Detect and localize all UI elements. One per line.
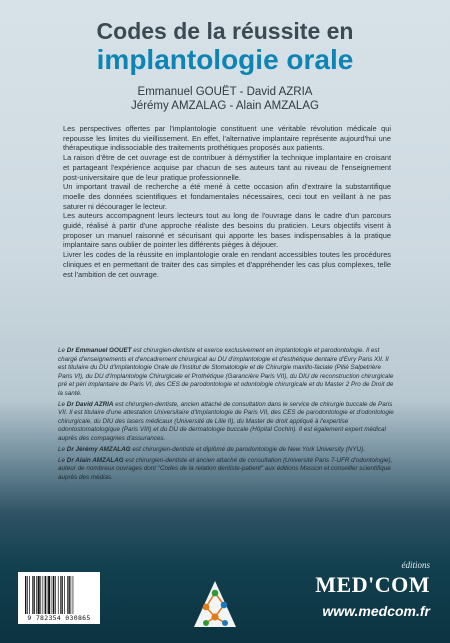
bio-text: est chirurgien-dentiste et exerce exclusivement en implantologie et parodontologie. Il est chargé d'enseignements et d'encadrement chirurgical au DU d'implantologie et d'esthétique dentaire d'Evry Paris XII. Il est titulaire du DU d'Implantologie Orale de l'Institut de Stomatologie et de Chirurgie maxillo-faciale (Pitié Salpetrière Paris VI), du DU d'Implantologie Chirurgicale et Prothétique (Garancière Paris VII), du DIU de reconstruction chirurgicale pré et péri implantaire de Paris VI, des CES de parodontologie et odontologie chirurgicale et du Master 2 Pro de Droit de la santé. [58,347,394,397]
publisher-name: MED'COM [315,572,430,597]
publisher-editions-label: éditions [401,560,430,570]
bio-prefix: Le [58,456,67,464]
isbn-barcode [18,572,100,624]
bio-azria [58,401,396,444]
bio-text: est chirurgien-dentiste et diplômé de parodontologie de New York University (NYU). [130,445,365,453]
intro-paragraph: Un important travail de recherche a été mené à cette occasion afin d'extraire la substantifique moelle des données scientifiques et fondamentales nécessaires, ceci tout en veillant à ne pas saturer ni décourager le lecteur. [63,182,391,211]
barcode-bar [40,576,41,614]
barcode-bar [55,576,56,614]
book-title-line2: implantologie orale [96,44,354,75]
barcode-bar [60,576,61,614]
barcode-bar [61,576,62,614]
bio-text: est chirurgien-dentiste, ancien attaché de consultation dans le service de chirurgie buccale de Paris VII. Il est titulaire d'une attestation Universitaire d'Implantologie de Paris VII, des CES de parodontologie et d'odontologie chirurgicale, du DIU des lasers médicaux (Université de Lille II), du Master de droit appliqué à l'expertise odontostomatologique (Paris VIII) et du DU de dermatologie buccale (Hôpital Cochin). Il est également expert médical auprès des compagnies d'assurances. [58,400,394,442]
intro-paragraph: La raison d'être de cet ouvrage est de contribuer à démystifier la technique implantaire en croisant et partageant l'expérience acquise par chacun de ses auteurs tant au niveau de l'enseignement post-universitaire que de leur pratique professionnelle. [63,153,391,182]
bio-name: Dr Emmanuel GOUET [66,347,132,354]
authors-line1: Emmanuel GOUËT - David AZRIA [137,86,313,98]
author-bios [58,347,396,485]
barcode-bar [53,576,54,614]
barcode-bar [73,576,74,614]
barcode-bar [64,576,65,614]
barcode-bar [71,576,72,614]
molecule-logo-icon [188,575,243,635]
barcode-bar [48,576,50,614]
barcode-bar [29,576,30,614]
barcode-bar [47,576,48,614]
barcode-digits: 9 782354 030865 [27,614,91,622]
barcode-bar [36,576,37,614]
intro-paragraph: Les perspectives offertes par l'implantologie constituent une véritable révolution médicale qui repousse les limites du vieillissement. En effet, l'alternative implantaire représente aujourd'hui une thérapeutique indissociable des traitements prothétiques proposés aux patients. [63,124,391,153]
authors-line2: Jérémy AMZALAG - Alain AMZALAG [131,100,319,112]
barcode-bar [25,576,26,614]
authors-block [0,85,450,113]
bio-name: Dr Jérémy AMZALAG [66,445,131,453]
intro-paragraph: Livrer les codes de la réussite en implantologie orale en rendant accessibles toutes les procédures cliniques et en permettant de traiter des cas simples et d'appréhender les cas plus complexes, telle est l'ambition de cet ouvrage. [63,250,391,279]
barcode-bar [33,576,34,614]
bio-alain-amzalag [58,457,396,483]
barcode-bar [67,576,68,614]
barcode-bar [27,576,28,614]
bio-prefix: Le [58,400,67,408]
bio-prefix: Le [58,347,67,354]
barcode-bar [43,576,44,614]
intro-paragraph: Les auteurs accompagnent leurs lecteurs tout au long de l'ouvrage dans le cadre d'un parcours guidé, réalisé à partir d'une approche réaliste des besoins du praticien. Leurs objectifs visent à proposer un manuel raisonné et sécurisant qui apporte les bases indispensables à la pratique implantaire sans oublier de pointer les différents pièges à déjouer. [63,211,391,250]
bio-gouet [58,347,396,398]
barcode-bar [58,576,59,614]
book-title-line1: Codes de la réussite en [96,18,354,44]
bio-text: est chirurgien-dentiste et ancien attaché de consultation (Université Paris 7-UFR d'odontologie), auteur de nombreux ouvrages dont "Codes de la relation dentiste-patient" aux éditions Masson et conseiller scientifique auprès des médias. [58,456,393,481]
barcode-bar [68,576,69,614]
bio-jeremy-amzalag [58,446,396,455]
bio-name: Dr Alain AMZALAG [66,456,124,464]
barcode-bar [38,576,40,614]
barcode-bar [32,576,33,614]
bio-name: Dr David AZRIA [66,400,114,408]
publisher-url: www.medcom.fr [322,603,430,619]
barcode-bar [52,576,53,614]
barcode-bars [24,576,94,614]
bio-prefix: Le [58,445,67,453]
barcode-bar [45,576,46,614]
intro-text [63,124,391,279]
